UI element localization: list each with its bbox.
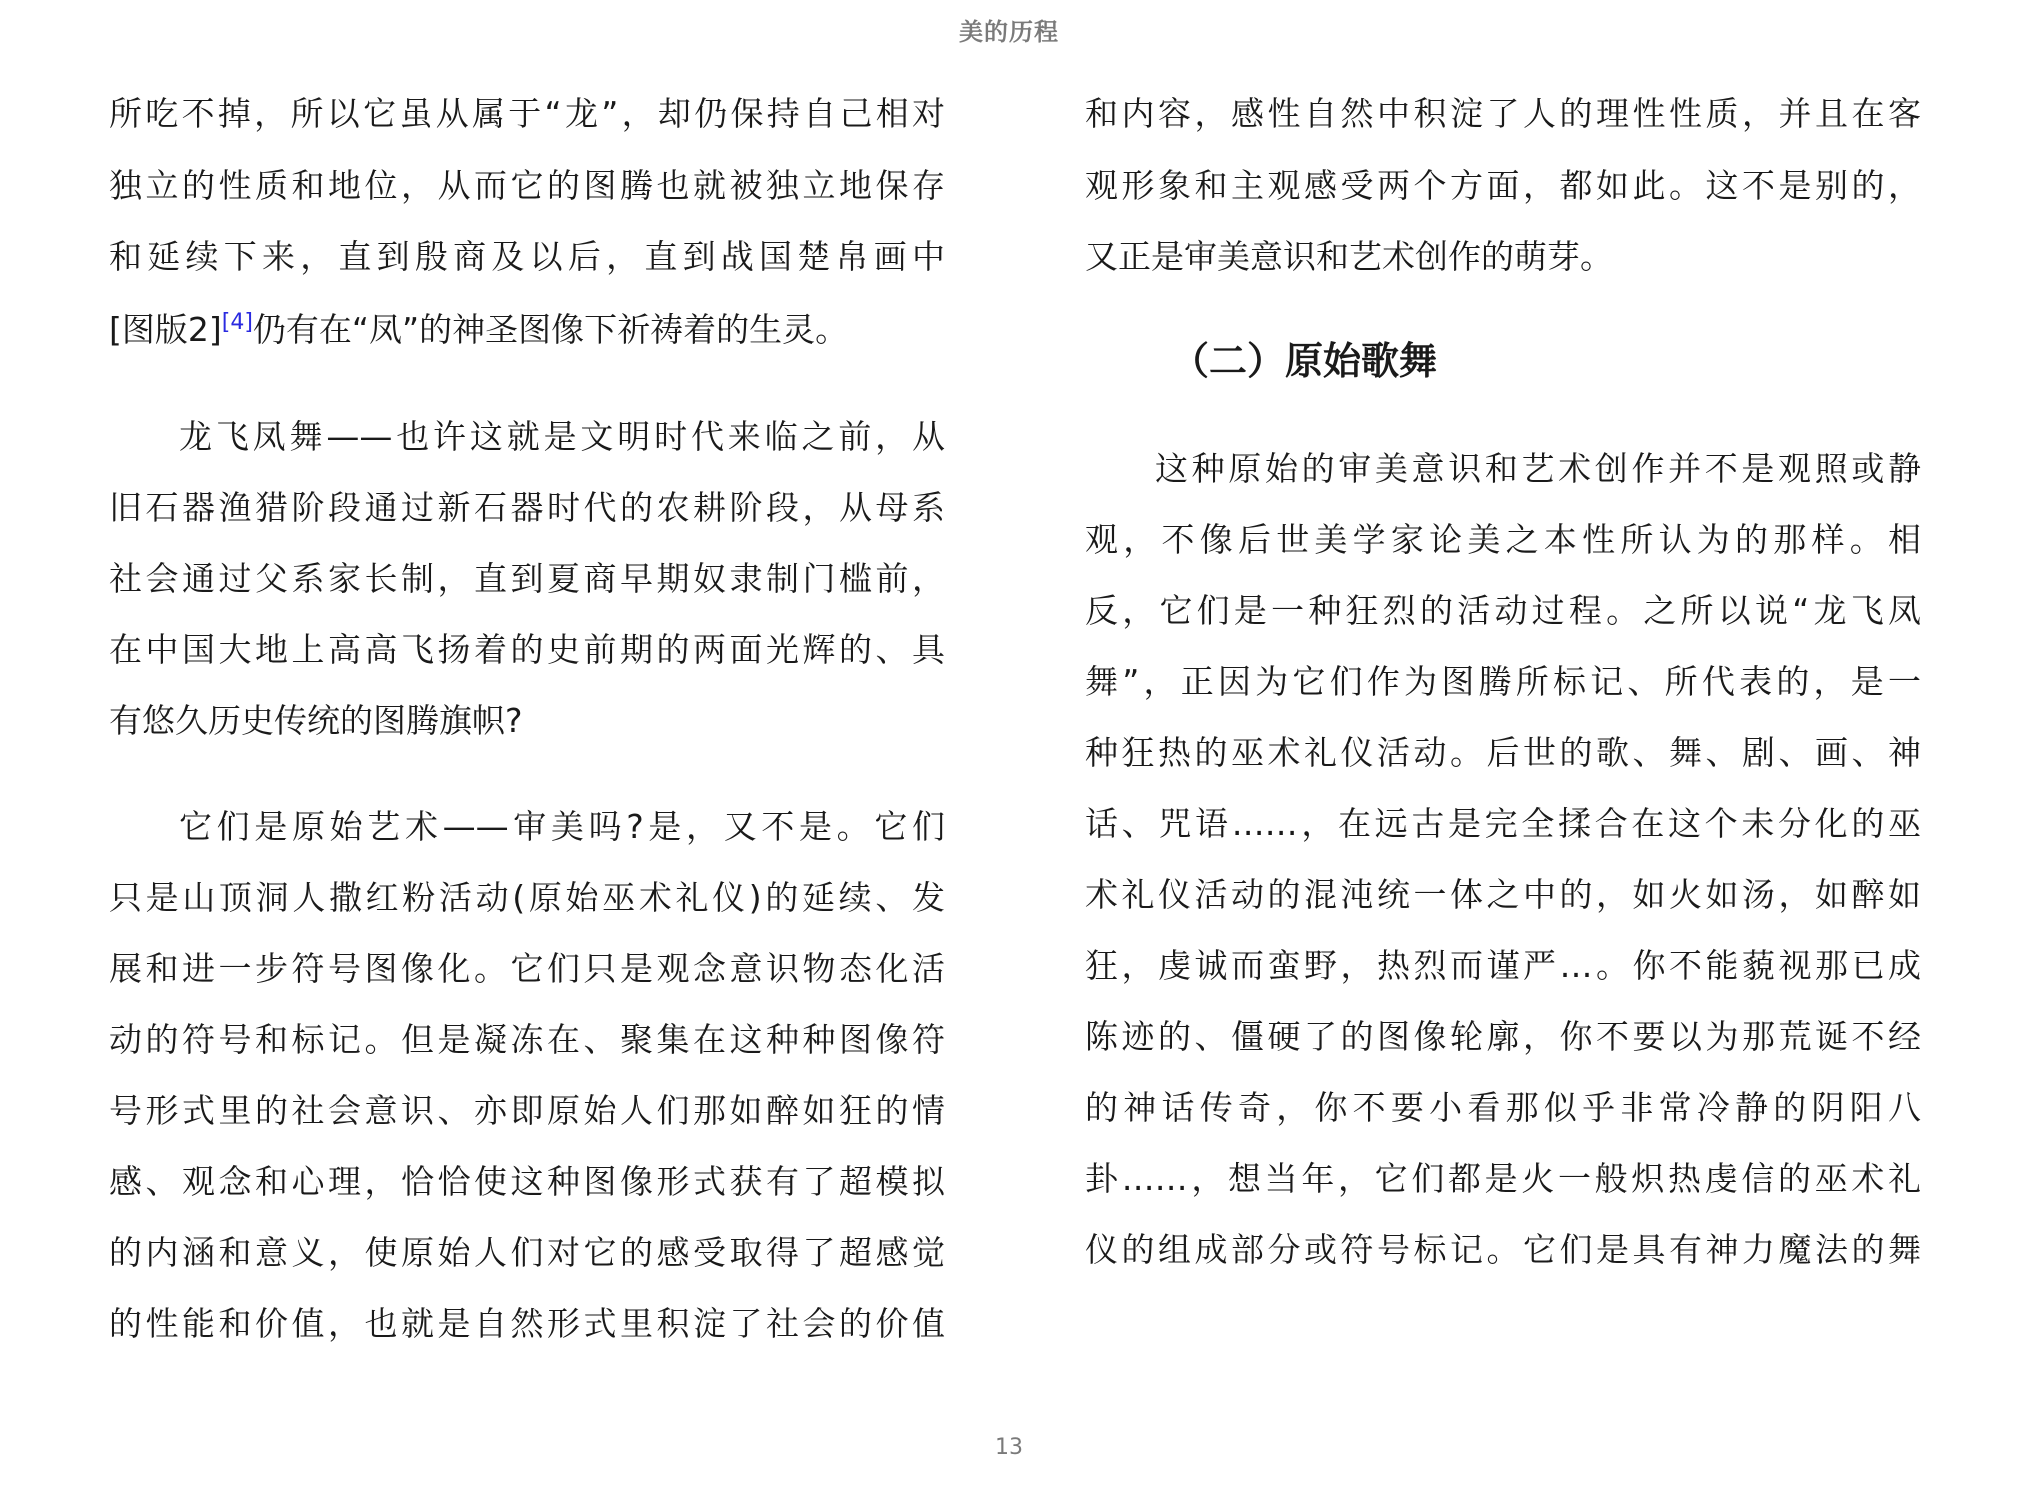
book-title: 美的历程 (959, 18, 1059, 46)
text-line: 和延续下来，直到殷商及以后，直到战国楚帛画中 (109, 237, 945, 276)
text-line: 和内容，感性自然中积淀了人的理性性质，并且在客 (1085, 94, 1921, 133)
text-line: 术礼仪活动的混沌统一体之中的，如火如汤，如醉如 (1085, 875, 1921, 914)
text-line: 反，它们是一种狂烈的活动过程。之所以说“龙飞凤 (1085, 591, 1921, 630)
text-line: 观，不像后世美学家论美之本性所认为的那样。相 (1085, 520, 1921, 559)
text-line: 有悠久历史传统的图腾旗帜? (109, 701, 523, 740)
text-line: 这种原始的审美意识和艺术创作并不是观照或静 (1155, 449, 1921, 488)
text-line: 旧石器渔猎阶段通过新石器时代的农耕阶段，从母系 (109, 488, 945, 527)
text-line: 的内涵和意义，使原始人们对它的感受取得了超感觉 (109, 1233, 945, 1272)
text-line: 陈迹的、僵硬了的图像轮廓，你不要以为那荒诞不经 (1085, 1017, 1921, 1056)
section-heading: （二）原始歌舞 (1171, 339, 1438, 383)
text-line: 只是山顶洞人撒红粉活动(原始巫术礼仪)的延续、发 (109, 878, 945, 917)
text-line: 观形象和主观感受两个方面，都如此。这不是别的， (1085, 166, 1921, 205)
text-line: 展和进一步符号图像化。它们只是观念意识物态化活 (109, 949, 945, 988)
text-line: 的神话传奇，你不要小看那似乎非常冷静的阴阳八 (1085, 1088, 1921, 1127)
figure-reference: [图版2] (109, 310, 222, 349)
text-line: 动的符号和标记。但是凝冻在、聚集在这种种图像符 (109, 1020, 945, 1059)
text-line: 它们是原始艺术——审美吗?是，又不是。它们 (179, 807, 945, 846)
footnote-link[interactable]: [4] (221, 310, 253, 335)
text-line: 又正是审美意识和艺术创作的萌芽。 (1085, 237, 1613, 276)
text-line: 舞”，正因为它们作为图腾所标记、所代表的，是一 (1085, 662, 1921, 701)
text-line: 独立的性质和地位，从而它的图腾也就被独立地保存 (109, 166, 945, 205)
text-span: 仍有在“凤”的神圣图像下祈祷着的生灵。 (252, 310, 849, 349)
page-number: 13 (995, 1435, 1023, 1460)
text-line: 狂，虔诚而蛮野，热烈而谨严…。你不能藐视那已成 (1085, 946, 1921, 985)
text-line: 卦……，想当年，它们都是火一般炽热虔信的巫术礼 (1085, 1159, 1921, 1198)
text-line: 所吃不掉，所以它虽从属于“龙”，却仍保持自己相对 (109, 94, 945, 133)
text-line (109, 294, 945, 366)
text-line: 感、观念和心理，恰恰使这种图像形式获有了超模拟 (109, 1162, 945, 1201)
text-line: 种狂热的巫术礼仪活动。后世的歌、舞、剧、画、神 (1085, 733, 1921, 772)
text-line: 社会通过父系家长制，直到夏商早期奴隶制门槛前， (109, 559, 945, 598)
text-line: 仪的组成部分或符号标记。它们是具有神力魔法的舞 (1085, 1230, 1921, 1269)
text-line: 在中国大地上高高飞扬着的史前期的两面光辉的、具 (109, 630, 945, 669)
text-line: 话、咒语……，在远古是完全揉合在这个未分化的巫 (1085, 804, 1921, 843)
text-line: 龙飞凤舞——也许这就是文明时代来临之前，从 (179, 417, 945, 456)
text-line: 的性能和价值，也就是自然形式里积淀了社会的价值 (109, 1304, 945, 1343)
text-line: 号形式里的社会意识、亦即原始人们那如醉如狂的情 (109, 1091, 945, 1130)
